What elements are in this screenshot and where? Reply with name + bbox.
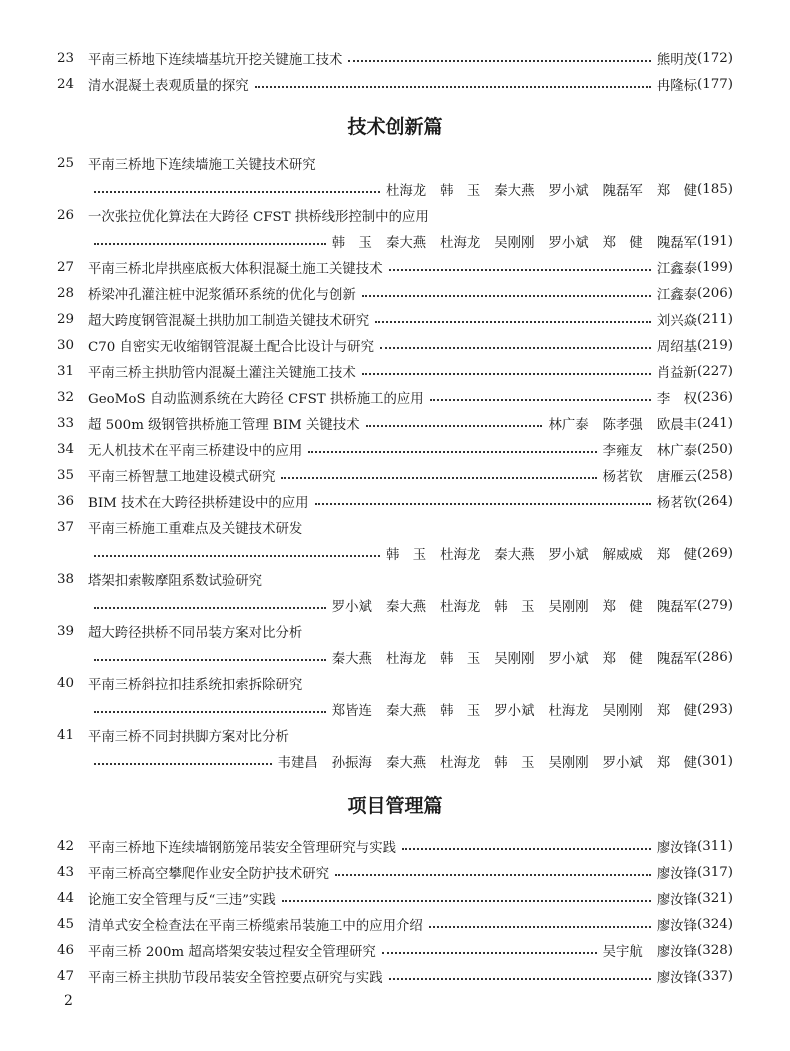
entry-number: 29 <box>57 311 75 327</box>
author-name: 解威威 <box>602 547 643 563</box>
author-name: 罗小斌 <box>331 599 372 615</box>
author-name: 隗磊军 <box>656 599 697 615</box>
entry-number: 27 <box>57 259 75 275</box>
entry-number: 43 <box>57 864 75 880</box>
toc-entry[interactable] <box>57 151 733 175</box>
leader-dots <box>255 86 651 88</box>
entry-authors <box>657 967 697 986</box>
toc-entry[interactable] <box>57 411 733 435</box>
entry-authors <box>386 544 697 563</box>
entry-authors <box>657 362 697 381</box>
leader-dots <box>94 659 326 661</box>
author-name: 杨茗钦 <box>656 495 697 511</box>
toc-entry[interactable] <box>57 886 733 910</box>
leader-dots <box>389 978 651 980</box>
author-name: 隗磊军 <box>656 235 697 251</box>
author-name: 吴刚刚 <box>602 703 643 719</box>
entry-authors <box>657 889 697 908</box>
entry-page-ref: (172) <box>696 50 733 66</box>
entry-title: 一次张拉优化算法在大跨径 CFST 拱桥线形控制中的应用 <box>88 209 429 225</box>
author-name: 秦大燕 <box>385 235 427 251</box>
entry-authors <box>603 941 697 960</box>
entry-number: 38 <box>57 571 75 587</box>
leader-dots <box>430 399 651 401</box>
leader-dots <box>94 243 326 245</box>
entry-page-ref: (241) <box>696 415 733 431</box>
author-name: 孙振海 <box>331 755 372 771</box>
entry-number: 45 <box>57 916 75 932</box>
entry-authors <box>278 752 697 771</box>
author-name: 江鑫泰 <box>656 261 697 277</box>
entry-title: GeoMoS 自动监测系统在大跨径 CFST 拱桥施工的应用 <box>88 391 424 407</box>
leader-dots <box>335 874 651 876</box>
leader-dots <box>362 373 651 375</box>
leader-dots <box>348 60 650 62</box>
leader-dots <box>308 451 596 453</box>
author-name: 李雍友 <box>602 443 643 459</box>
entry-page-ref: (293) <box>696 701 733 717</box>
entry-title: 平南三桥地下连续墙基坑开挖关键施工技术 <box>88 52 343 68</box>
toc-entry-continuation <box>88 697 733 721</box>
leader-dots <box>382 952 597 954</box>
entry-title: 平南三桥高空攀爬作业安全防护技术研究 <box>88 866 330 882</box>
entry-title: 平南三桥地下连续墙钢筋笼吊装安全管理研究与实践 <box>88 840 396 856</box>
leader-dots <box>366 425 543 427</box>
author-name: 唐雁云 <box>656 469 697 485</box>
entry-number: 25 <box>57 155 75 171</box>
author-name: 罗小斌 <box>548 651 589 667</box>
entry-authors <box>657 284 697 303</box>
entry-authors <box>657 310 697 329</box>
entry-page-ref: (279) <box>696 597 733 613</box>
toc-entry-continuation <box>88 177 733 201</box>
entry-authors <box>603 440 697 459</box>
author-name: 杜海龙 <box>385 651 427 667</box>
entry-title: 平南三桥北岸拱座底板大体积混凝土施工关键技术 <box>88 261 383 277</box>
author-name: 秦大燕 <box>331 651 372 667</box>
entry-authors <box>332 596 697 615</box>
entry-page-ref: (269) <box>696 545 733 561</box>
entry-title: 平南三桥斜拉扣挂系统扣索拆除研究 <box>88 677 303 693</box>
toc-entry[interactable] <box>57 489 733 513</box>
author-name: 罗小斌 <box>602 755 643 771</box>
entry-title: 超 500m 级钢管拱桥施工管理 BIM 关键技术 <box>88 417 360 433</box>
author-name: 秦大燕 <box>385 703 427 719</box>
author-name: 秦大燕 <box>385 599 427 615</box>
toc-entry[interactable] <box>57 463 733 487</box>
entry-page-ref: (286) <box>696 649 733 665</box>
entry-page-ref: (177) <box>696 76 733 92</box>
section-heading-management: 项目管理篇 <box>347 795 443 817</box>
leader-dots <box>362 295 651 297</box>
entry-page-ref: (236) <box>696 389 733 405</box>
author-name: 罗小斌 <box>494 703 535 719</box>
author-name: 欧晨丰 <box>656 417 697 433</box>
author-name: 杜海龙 <box>440 599 481 615</box>
entry-authors <box>603 466 697 485</box>
entry-title: 超大跨径拱桥不同吊装方案对比分析 <box>88 625 303 641</box>
leader-dots <box>389 269 651 271</box>
entry-authors <box>657 837 697 856</box>
author-name: 周绍基 <box>656 339 697 355</box>
entry-number: 39 <box>57 623 75 639</box>
author-name: 吴刚刚 <box>548 599 589 615</box>
author-name: 郑 健 <box>656 183 697 199</box>
leader-dots <box>402 848 651 850</box>
toc-entry[interactable] <box>57 72 733 96</box>
entry-page-ref: (317) <box>696 864 733 880</box>
entry-authors <box>657 49 697 68</box>
author-name: 杨茗钦 <box>602 469 643 485</box>
author-name: 郑皆连 <box>331 703 372 719</box>
entry-number: 26 <box>57 207 75 223</box>
entry-number: 41 <box>57 727 75 743</box>
author-name: 郑 健 <box>656 755 697 771</box>
author-name: 韦建昌 <box>277 755 318 771</box>
author-name: 韩 玉 <box>331 235 372 251</box>
toc-entry[interactable] <box>57 281 733 305</box>
entry-number: 31 <box>57 363 75 379</box>
author-name: 韩 玉 <box>440 703 481 719</box>
toc-entry[interactable] <box>57 671 733 695</box>
entry-title: 平南三桥施工重难点及关键技术研发 <box>88 521 303 537</box>
entry-number: 36 <box>57 493 75 509</box>
leader-dots <box>315 503 651 505</box>
author-name: 廖汝锋 <box>656 866 697 882</box>
author-name: 韩 玉 <box>494 599 535 615</box>
toc-entry[interactable] <box>57 359 733 383</box>
entry-title: 超大跨度钢管混凝土拱肋加工制造关键技术研究 <box>88 313 370 329</box>
leader-dots <box>94 763 272 765</box>
entry-number: 23 <box>57 50 75 66</box>
toc-entry-continuation <box>88 229 733 253</box>
entry-authors <box>657 388 697 407</box>
author-name: 杜海龙 <box>440 235 481 251</box>
entry-title: 塔架扣索鞍摩阻系数试验研究 <box>88 573 263 589</box>
author-name: 廖汝锋 <box>656 840 697 856</box>
author-name: 吴刚刚 <box>494 651 535 667</box>
entry-number: 44 <box>57 890 75 906</box>
entry-number: 42 <box>57 838 75 854</box>
entry-number: 24 <box>57 76 75 92</box>
entry-title: C70 自密实无收缩钢管混凝土配合比设计与研究 <box>88 339 374 355</box>
entry-page-ref: (301) <box>696 753 733 769</box>
author-name: 郑 健 <box>602 599 643 615</box>
author-name: 廖汝锋 <box>656 944 697 960</box>
entry-authors <box>657 75 697 94</box>
entry-authors <box>386 180 697 199</box>
toc-entry[interactable] <box>57 437 733 461</box>
entry-authors <box>657 258 697 277</box>
leader-dots <box>282 900 651 902</box>
author-name: 罗小斌 <box>548 235 589 251</box>
author-name: 廖汝锋 <box>656 970 697 986</box>
entry-title: 平南三桥主拱肋节段吊装安全管控要点研究与实践 <box>88 970 383 986</box>
entry-page-ref: (191) <box>696 233 733 249</box>
entry-number: 40 <box>57 675 75 691</box>
entry-title: 无人机技术在平南三桥建设中的应用 <box>88 443 303 459</box>
entry-title: 清单式安全检查法在平南三桥缆索吊装施工中的应用介绍 <box>88 918 423 934</box>
entry-authors <box>332 232 697 251</box>
author-name: 秦大燕 <box>494 547 535 563</box>
entry-title: 平南三桥不同封拱脚方案对比分析 <box>88 729 289 745</box>
author-name: 郑 健 <box>656 547 697 563</box>
author-name: 隗磊军 <box>602 183 643 199</box>
entry-authors <box>657 336 697 355</box>
entry-number: 47 <box>57 968 75 984</box>
author-name: 罗小斌 <box>548 183 589 199</box>
entry-authors <box>657 492 697 511</box>
toc-entry-continuation <box>88 645 733 669</box>
author-name: 韩 玉 <box>440 183 481 199</box>
entry-title: 平南三桥主拱肋管内混凝土灌注关键施工技术 <box>88 365 356 381</box>
section-heading-innovation: 技术创新篇 <box>347 116 443 138</box>
toc-entry[interactable] <box>57 912 733 936</box>
entry-number: 34 <box>57 441 75 457</box>
entry-authors <box>332 648 697 667</box>
entry-title: 平南三桥 200m 超高塔架安装过程安全管理研究 <box>88 944 376 960</box>
entry-page-ref: (311) <box>696 838 733 854</box>
entry-page-ref: (199) <box>696 259 733 275</box>
entry-title: 平南三桥智慧工地建设模式研究 <box>88 469 276 485</box>
author-name: 郑 健 <box>656 703 697 719</box>
author-name: 罗小斌 <box>548 547 589 563</box>
author-name: 秦大燕 <box>494 183 535 199</box>
entry-authors <box>657 915 697 934</box>
entry-authors <box>657 863 697 882</box>
entry-page-ref: (211) <box>696 311 733 327</box>
leader-dots <box>375 321 651 323</box>
entry-number: 30 <box>57 337 75 353</box>
toc-entry[interactable] <box>57 203 733 227</box>
toc-entry[interactable] <box>57 333 733 357</box>
entry-page-ref: (227) <box>696 363 733 379</box>
author-name: 杜海龙 <box>385 183 427 199</box>
author-name: 吴宇航 <box>602 944 643 960</box>
leader-dots <box>281 477 596 479</box>
entry-page-ref: (206) <box>696 285 733 301</box>
toc-entry[interactable] <box>57 515 733 539</box>
author-name: 吴刚刚 <box>548 755 589 771</box>
toc-entry[interactable] <box>57 834 733 858</box>
author-name: 林广泰 <box>656 443 697 459</box>
toc-entry[interactable] <box>57 723 733 747</box>
entry-number: 35 <box>57 467 75 483</box>
entry-page-ref: (185) <box>696 181 733 197</box>
entry-number: 28 <box>57 285 75 301</box>
entry-authors <box>332 700 697 719</box>
page-number: 2 <box>64 993 73 1009</box>
leader-dots <box>94 711 326 713</box>
author-name: 杜海龙 <box>548 703 589 719</box>
leader-dots <box>429 926 651 928</box>
entry-page-ref: (337) <box>696 968 733 984</box>
entry-title: 清水混凝土表观质量的探究 <box>88 78 249 94</box>
author-name: 熊明茂 <box>656 52 697 68</box>
author-name: 廖汝锋 <box>656 918 697 934</box>
author-name: 韩 玉 <box>494 755 535 771</box>
author-name: 李 权 <box>656 391 697 407</box>
toc-entry[interactable] <box>57 619 733 643</box>
author-name: 韩 玉 <box>385 547 427 563</box>
author-name: 冉隆标 <box>656 78 697 94</box>
entry-title: 平南三桥地下连续墙施工关键技术研究 <box>88 157 316 173</box>
toc-entry-continuation <box>88 749 733 773</box>
toc-entry[interactable] <box>57 255 733 279</box>
author-name: 杜海龙 <box>440 547 481 563</box>
toc-entry[interactable] <box>57 964 733 988</box>
author-name: 肖益新 <box>656 365 697 381</box>
author-name: 林广泰 <box>548 417 589 433</box>
entry-title: 论施工安全管理与反“三违”实践 <box>88 892 276 908</box>
author-name: 吴刚刚 <box>494 235 535 251</box>
leader-dots <box>94 555 380 557</box>
entry-title: BIM 技术在大跨径拱桥建设中的应用 <box>88 495 309 511</box>
toc-entry[interactable] <box>57 385 733 409</box>
author-name: 郑 健 <box>602 235 643 251</box>
entry-number: 46 <box>57 942 75 958</box>
author-name: 韩 玉 <box>440 651 481 667</box>
author-name: 廖汝锋 <box>656 892 697 908</box>
author-name: 江鑫泰 <box>656 287 697 303</box>
author-name: 陈孝强 <box>602 417 643 433</box>
entry-page-ref: (219) <box>696 337 733 353</box>
author-name: 隗磊军 <box>656 651 697 667</box>
toc-entry-continuation <box>88 593 733 617</box>
entry-number: 37 <box>57 519 75 535</box>
entry-page-ref: (264) <box>696 493 733 509</box>
entry-page-ref: (324) <box>696 916 733 932</box>
entry-page-ref: (258) <box>696 467 733 483</box>
author-name: 秦大燕 <box>385 755 427 771</box>
entry-number: 32 <box>57 389 75 405</box>
toc-entry[interactable] <box>57 46 733 70</box>
entry-number: 33 <box>57 415 75 431</box>
toc-entry-continuation <box>88 541 733 565</box>
entry-authors <box>548 414 697 433</box>
author-name: 杜海龙 <box>440 755 481 771</box>
toc-entry[interactable] <box>57 567 733 591</box>
leader-dots <box>94 191 380 193</box>
toc-entry[interactable] <box>57 938 733 962</box>
entry-title: 桥梁冲孔灌注桩中泥浆循环系统的优化与创新 <box>88 287 356 303</box>
leader-dots <box>380 347 651 349</box>
entry-page-ref: (328) <box>696 942 733 958</box>
entry-page-ref: (250) <box>696 441 733 457</box>
leader-dots <box>94 607 326 609</box>
toc-entry[interactable] <box>57 860 733 884</box>
author-name: 郑 健 <box>602 651 643 667</box>
toc-entry[interactable] <box>57 307 733 331</box>
author-name: 刘兴焱 <box>656 313 697 329</box>
entry-page-ref: (321) <box>696 890 733 906</box>
